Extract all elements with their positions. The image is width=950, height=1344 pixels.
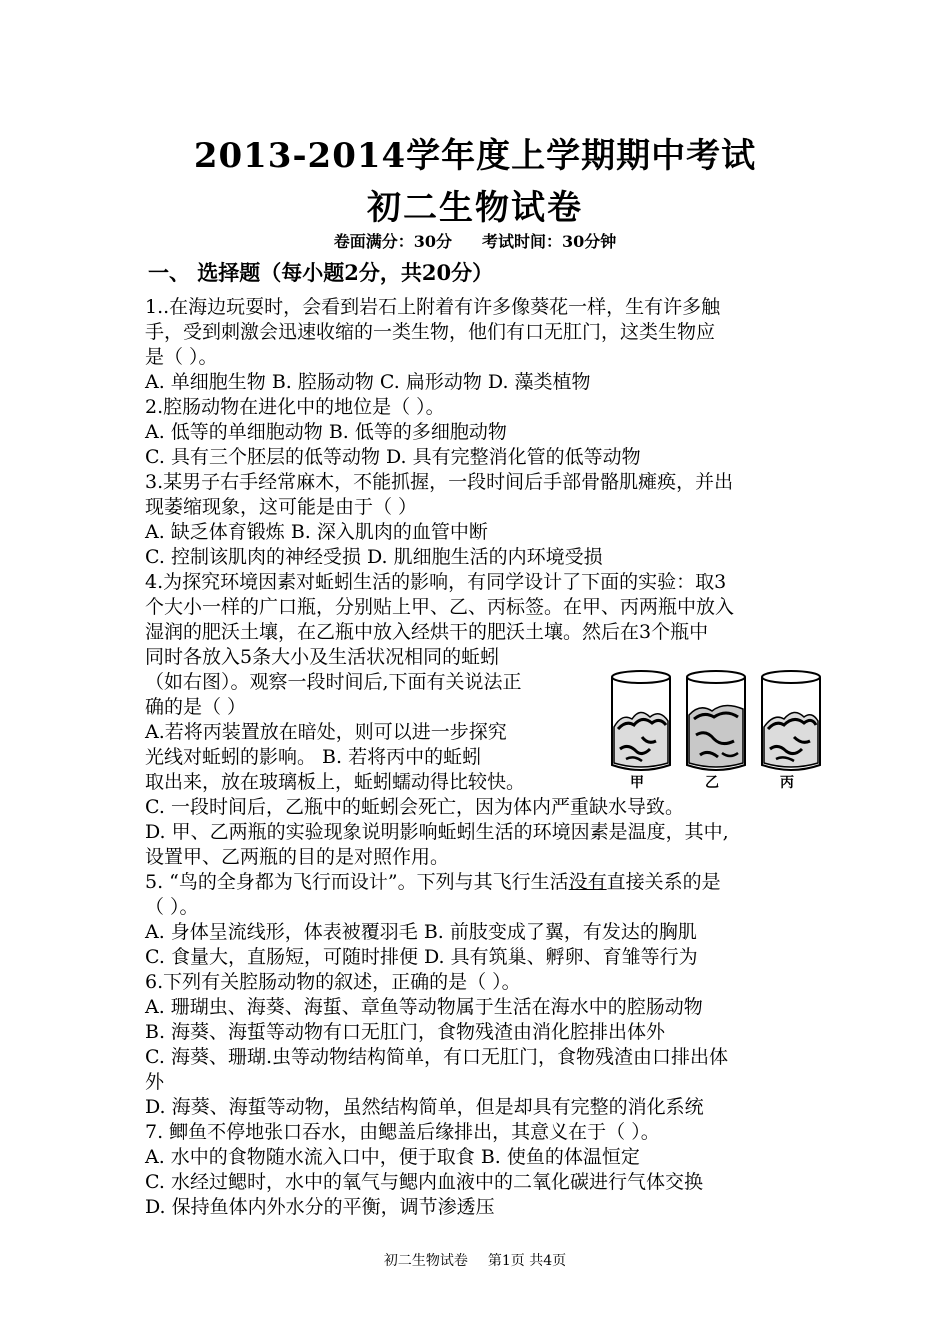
text-line: 确的是（ ） — [145, 696, 247, 718]
text-line: （ ）。 — [145, 896, 199, 918]
full-score: 卷面满分：30分 — [333, 232, 452, 251]
text-line: 手，受到刺激会迅速收缩的一类生物，他们有口无肛门，这类生物应 — [145, 321, 716, 343]
jar-jia — [612, 671, 670, 770]
text-line: 4.为探究环境因素对蚯蚓生活的影响，有同学设计了下面的实验：取3 — [145, 571, 727, 593]
text-line: C. 控制该肌肉的神经受损 D. 肌细胞生活的内环境受损 — [145, 546, 603, 568]
text-line: C. 水经过鳃时，水中的氧气与鳃内血液中的二氧化碳进行气体交换 — [145, 1171, 703, 1193]
jar-label-yi: 乙 — [705, 775, 719, 790]
text-line: 6.下列有关腔肠动物的叙述，正确的是（ ）。 — [145, 971, 521, 993]
text-line: C. 一段时间后，乙瓶中的蚯蚓会死亡，因为体内严重缺水导致。 — [145, 796, 684, 818]
text-line: 光线对蚯蚓的影响。 B. 若将丙中的蚯蚓 — [145, 746, 482, 768]
exam-time: 考试时间：30分钟 — [482, 232, 617, 251]
text-line: A. 珊瑚虫、海葵、海蜇、章鱼等动物属于生活在海水中的腔肠动物 — [145, 996, 703, 1018]
text-line: D. 甲、乙两瓶的实验现象说明影响蚯蚓生活的环境因素是温度，其中, — [145, 821, 729, 843]
text-line: D. 保持鱼体内外水分的平衡，调节渗透压 — [145, 1196, 495, 1218]
text-line: 2.腔肠动物在进化中的地位是（ ）。 — [145, 396, 445, 418]
page-footer — [0, 1250, 950, 1270]
text-line: 1..在海边玩耍时，会看到岩石上附着有许多像葵花一样，生有许多触 — [145, 296, 721, 318]
text-line: A. 缺乏体育锻炼 B. 深入肌肉的血管中断 — [145, 521, 488, 543]
text-line: D. 海葵、海蜇等动物，虽然结构简单，但是却具有完整的消化系统 — [145, 1096, 704, 1118]
jar-bing — [762, 671, 820, 770]
text-line: 个大小一样的广口瓶，分别贴上甲、乙、丙标签。在甲、丙两瓶中放入 — [145, 596, 735, 618]
jar-yi — [687, 671, 745, 770]
footer-page-info: 第1页 共4页 — [487, 1253, 567, 1269]
text-line: 设置甲、乙两瓶的目的是对照作用。 — [145, 846, 450, 868]
text-line: A. 身体呈流线形，体表被覆羽毛 B. 前肢变成了翼，有发达的胸肌 — [145, 921, 697, 943]
text-line: A. 单细胞生物 B. 腔肠动物 C. 扁形动物 D. 藻类植物 — [145, 371, 591, 393]
text-line: A. 水中的食物随水流入口中，便于取食 B. 使鱼的体温恒定 — [145, 1146, 640, 1168]
question-5-line — [145, 870, 817, 895]
text-line: A. 低等的单细胞动物 B. 低等的多细胞动物 — [145, 421, 507, 443]
text-line: 7. 鲫鱼不停地张口吞水，由鳃盖后缘排出，其意义在于（ ）。 — [145, 1121, 660, 1143]
jar-label-bing: 丙 — [780, 775, 794, 790]
text-line: 外 — [145, 1071, 165, 1093]
text-line: （如右图）。观察一段时间后,下面有关说法正 — [145, 671, 522, 693]
earthworm-jars-figure — [608, 665, 824, 790]
q5-text-after: 直接关系的是 — [606, 871, 721, 893]
exam-title: 2013-2014学年度上学期期中考试 — [193, 136, 757, 176]
text-line: 3.某男子右手经常麻木，不能抓握，一段时间后手部骨骼肌瘫痪，并出 — [145, 471, 734, 493]
text-line: 是（ ）。 — [145, 346, 218, 368]
text-line: 取出来，放在玻璃板上，蚯蚓蠕动得比较快。 — [145, 771, 526, 793]
text-line: C. 食量大，直肠短，可随时排便 D. 具有筑巢、孵卵、育雏等行为 — [145, 946, 698, 968]
text-line: B. 海葵、海蜇等动物有口无肛门，食物残渣由消化腔排出体外 — [145, 1021, 666, 1043]
section-heading: 一、 选择题（每小题2分，共20分） — [148, 260, 494, 285]
text-line: 湿润的肥沃土壤，在乙瓶中放入经烘干的肥沃土壤。然后在3个瓶中 — [145, 621, 709, 643]
text-line: A.若将丙装置放在暗处，则可以进一步探究 — [145, 721, 507, 743]
text-line: C. 具有三个胚层的低等动物 D. 具有完整消化管的低等动物 — [145, 446, 641, 468]
q5-underlined-word: 没有 — [568, 871, 607, 893]
exam-meta — [0, 229, 950, 252]
text-line: C. 海葵、珊瑚.虫等动物结构简单，有口无肛门，食物残渣由口排出体 — [145, 1046, 728, 1068]
paper-subtitle: 初二生物试卷 — [367, 188, 583, 228]
text-line: 同时各放入5条大小及生活状况相同的蚯蚓 — [145, 646, 500, 668]
text-line: 现萎缩现象，这可能是由于（ ） — [145, 496, 418, 518]
jar-label-jia: 甲 — [630, 775, 644, 790]
footer-paper-name: 初二生物试卷 — [383, 1253, 468, 1269]
q5-text-before: 5. “鸟的全身都为飞行而设计”。下列与其飞行生活 — [145, 871, 569, 893]
